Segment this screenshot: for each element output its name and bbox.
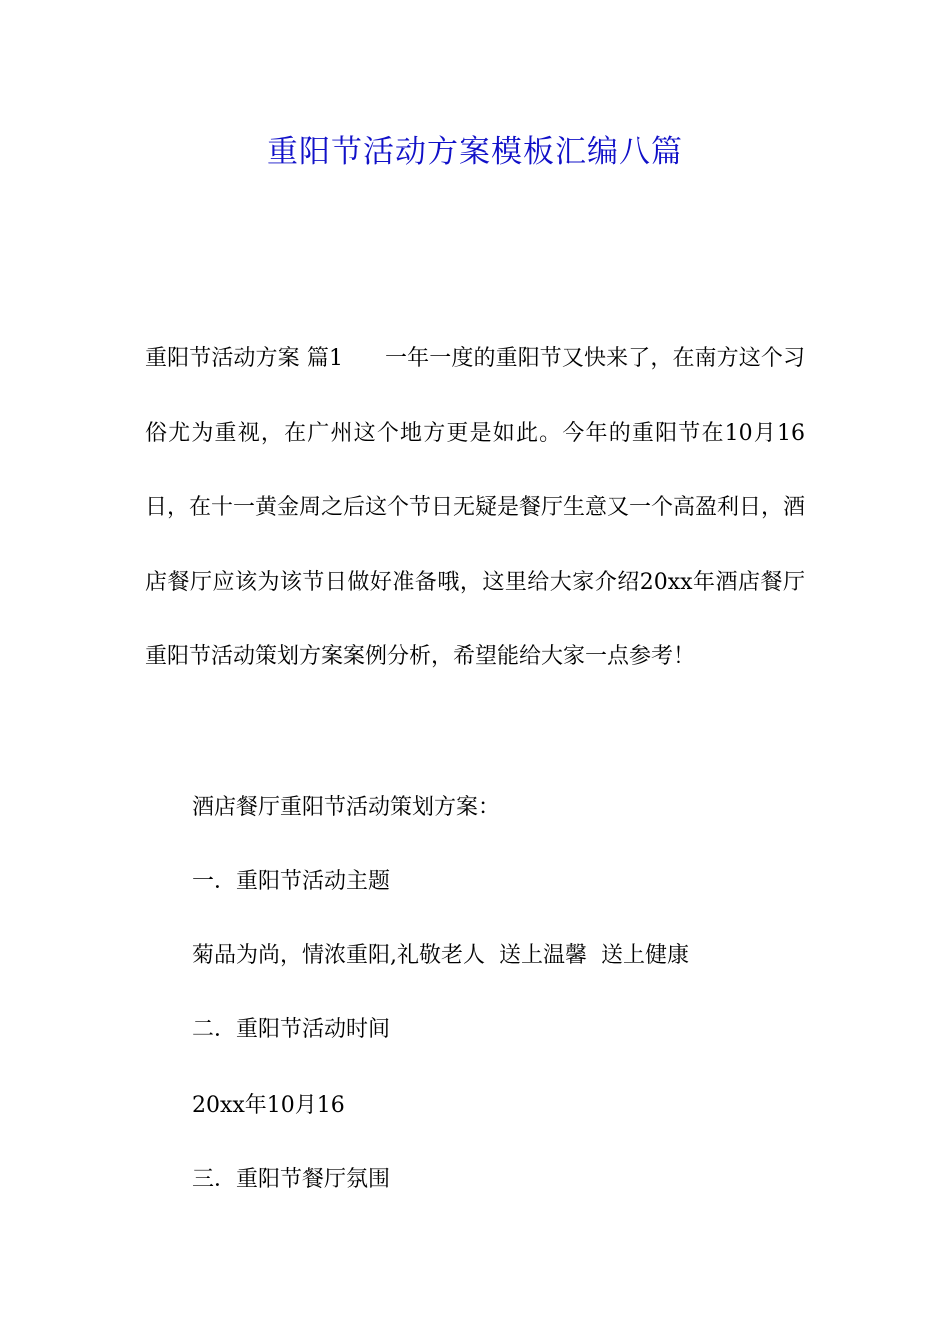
intro-body: 一年一度的重阳节又快来了，在南方这个习俗尤为重视，在广州这个地方更是如此。今年的重阳节在10月16日，在十一黄金周之后这个节日无疑是餐厅生意又一个高盈利日，酒店餐厅应该为该节日做好准备哦，这里给大家介绍20xx年酒店餐厅重阳节活动策划方案案例分析，希望能给大家一点参考！ <box>145 346 806 669</box>
section3-heading: 三．重阳节餐厅氛围 <box>192 1167 391 1192</box>
section1-body: 菊品为尚，情浓重阳,礼敬老人 送上温馨 送上健康 <box>192 943 689 968</box>
intro-paragraph <box>145 322 805 695</box>
section2-heading: 二．重阳节活动时间 <box>192 1017 391 1042</box>
document-title: 重阳节活动方案模板汇编八篇 <box>267 134 683 170</box>
section2-body: 20xx年10月16 <box>192 1093 345 1118</box>
section1-heading: 一．重阳节活动主题 <box>192 869 391 894</box>
intro-heading: 重阳节活动方案 篇1 <box>145 346 343 371</box>
plan-heading: 酒店餐厅重阳节活动策划方案： <box>192 795 501 820</box>
